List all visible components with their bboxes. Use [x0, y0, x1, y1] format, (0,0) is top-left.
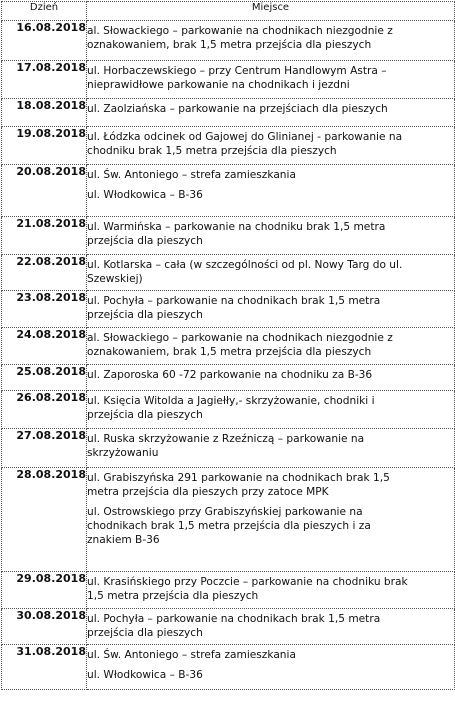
row-places [87, 645, 455, 690]
table-row [2, 468, 455, 572]
row-date: 31.08.2018 [2, 645, 87, 690]
table-row [2, 328, 455, 365]
place-entry: ul. Ruska skrzyżowanie z Rzeźniczą – parkowanie na skrzyżowaniu [87, 433, 365, 459]
place-entry: ul. Horbaczewskiego – przy Centrum Handlowym Astra – nieprawidłowe parkowanie na chodnikach i jezdni [87, 65, 387, 91]
place-entry: ul. Św. Antoniego – strefa zamieszkania [87, 649, 296, 661]
schedule-body [2, 21, 455, 690]
place-entry: ul. Łódzka odcinek od Gajowej do Glinianej - parkowanie na chodniku brak 1,5 metra przejścia dla pieszych [87, 131, 403, 157]
row-date: 22.08.2018 [2, 255, 87, 291]
row-date: 30.08.2018 [2, 609, 87, 645]
table-row [2, 572, 455, 609]
table-row [2, 99, 455, 127]
row-places [87, 217, 455, 255]
row-date: 28.08.2018 [2, 468, 87, 572]
place-entry: ul. Kotlarska – cała (w szczególności od pl. Nowy Targ do ul. Szewskiej) [87, 259, 403, 285]
table-row [2, 165, 455, 217]
table-row [2, 645, 455, 690]
row-date: 25.08.2018 [2, 365, 87, 391]
header-row [2, 2, 455, 21]
schedule-table [1, 1, 455, 690]
table-row [2, 429, 455, 468]
place-entry: ul. Grabiszyńska 291 parkowanie na chodnikach brak 1,5 metra przejścia dla pieszych przy zatoce MPK [87, 472, 390, 498]
row-places [87, 291, 455, 328]
row-places [87, 609, 455, 645]
row-date: 18.08.2018 [2, 99, 87, 127]
table-row [2, 291, 455, 328]
row-places [87, 21, 455, 61]
place-entry: ul. Św. Antoniego – strefa zamieszkania [87, 169, 296, 181]
header-place: Miejsce [87, 2, 455, 21]
place-entry: ul. Krasińskiego przy Poczcie – parkowanie na chodniku brak 1,5 metra przejścia dla pieszych [87, 576, 408, 602]
place-entry: ul. Księcia Witolda a Jagiełły,- skrzyżowanie, chodniki i przejścia dla pieszych [87, 395, 375, 421]
row-date: 27.08.2018 [2, 429, 87, 468]
row-date: 19.08.2018 [2, 127, 87, 165]
table-row [2, 217, 455, 255]
place-entry: ul. Włodkowica – B-36 [87, 189, 203, 201]
row-places [87, 127, 455, 165]
row-places [87, 328, 455, 365]
row-date: 21.08.2018 [2, 217, 87, 255]
row-date: 17.08.2018 [2, 61, 87, 99]
place-entry: ul. Ostrowskiego przy Grabiszyńskiej parkowanie na chodnikach brak 1,5 metra przejścia dla pieszych i za znakiem B-36 [87, 506, 371, 546]
table-row [2, 609, 455, 645]
table-row [2, 365, 455, 391]
place-entry: ul. Zaolziańska – parkowanie na przejściach dla pieszych [87, 103, 388, 115]
row-places [87, 61, 455, 99]
place-entry: ul. Pochyła – parkowanie na chodnikach brak 1,5 metra przejścia dla pieszych [87, 295, 381, 321]
row-date: 29.08.2018 [2, 572, 87, 609]
row-date: 16.08.2018 [2, 21, 87, 61]
place-entry: ul. Pochyła – parkowanie na chodnikach brak 1,5 metra przejścia dla pieszych [87, 613, 381, 639]
place-entry: ul. Włodkowica – B-36 [87, 669, 203, 681]
table-row [2, 391, 455, 429]
row-places [87, 429, 455, 468]
row-places [87, 99, 455, 127]
table-row [2, 255, 455, 291]
row-date: 23.08.2018 [2, 291, 87, 328]
place-entry: al. Słowackiego – parkowanie na chodnikach niezgodnie z oznakowaniem, brak 1,5 metra przejścia dla pieszych [87, 25, 393, 51]
place-entry: al. Słowackiego – parkowanie na chodnikach niezgodnie z oznakowaniem, brak 1,5 metra przejścia dla pieszych [87, 332, 393, 358]
row-places [87, 365, 455, 391]
table-row [2, 21, 455, 61]
table-row [2, 127, 455, 165]
place-entry: ul. Warmińska – parkowanie na chodniku brak 1,5 metra przejścia dla pieszych [87, 221, 386, 247]
row-places [87, 468, 455, 572]
row-date: 26.08.2018 [2, 391, 87, 429]
row-places [87, 255, 455, 291]
place-entry: ul. Zaporoska 60 -72 parkowanie na chodniku za B-36 [87, 369, 373, 381]
row-date: 20.08.2018 [2, 165, 87, 217]
table-row [2, 61, 455, 99]
row-places [87, 572, 455, 609]
row-date: 24.08.2018 [2, 328, 87, 365]
row-places [87, 165, 455, 217]
header-day: Dzień [2, 2, 87, 21]
row-places [87, 391, 455, 429]
